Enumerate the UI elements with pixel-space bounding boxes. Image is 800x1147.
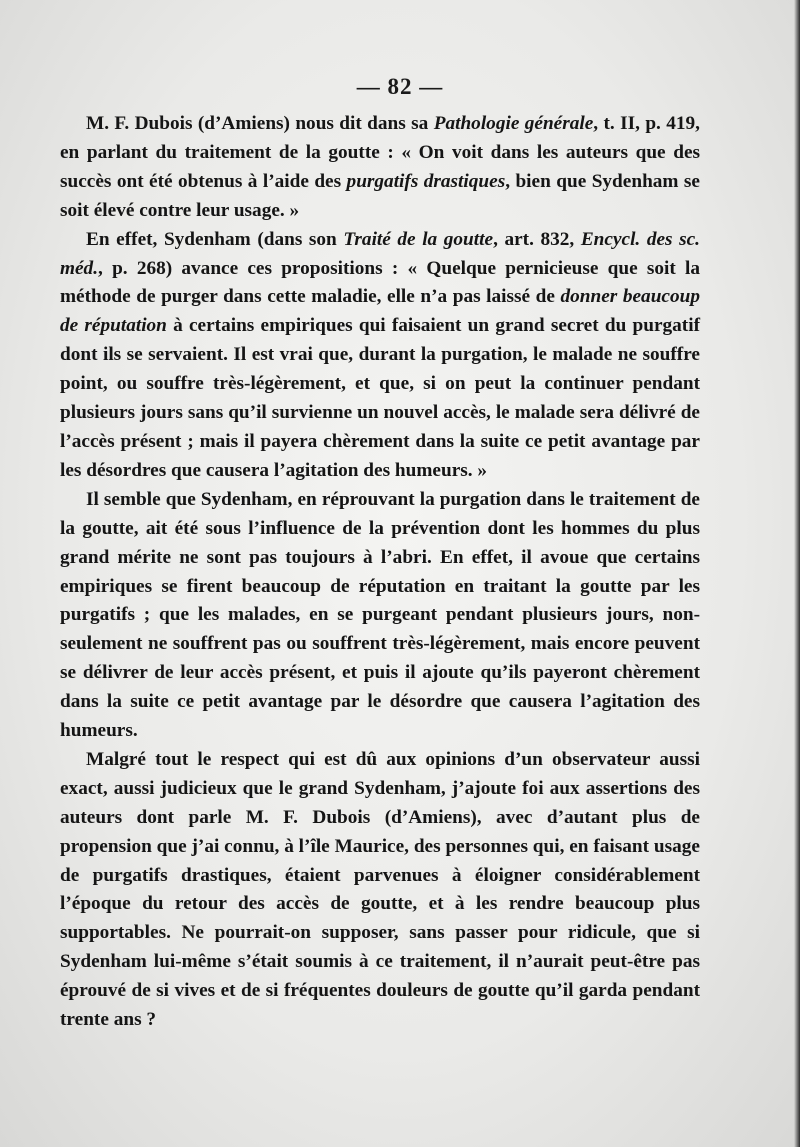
text-segment: , t. II, p. 419, en parlant du traitement de la goutte : « On voit dans les auteurs que des succès ont été obtenus à l’aide des xyxy=(60,113,700,192)
text-segment: En effet, Sydenham (dans son xyxy=(86,228,344,250)
text-segment: Il semble que Sydenham, en réprouvant la purgation dans le traitement de la goutte, ait été sous l’influence de la prévention dont les hommes du plus grand mérite ne sont pas toujours à l’abri. En effet, il avoue que certains empiriques se firent beaucoup de réputation en traitant la goutte par les purgatifs ; que les malades, en se purgeant pendant plusieurs jours, non-seulement ne souffrent pas ou souffrent très-légèrement, mais encore peuvent se délivrer de leur accès présent, et puis il ajoute qu’ils payeront chèrement dans la suite ce petit avantage par le désordre que causera l’agitation des humeurs. xyxy=(60,488,700,742)
italic-title: Traité de la goutte xyxy=(343,228,494,250)
body-text xyxy=(60,110,700,1035)
page-edge-shadow xyxy=(794,0,800,1147)
paragraph xyxy=(60,486,700,746)
text-segment: M. F. Dubois (d’Amiens) nous dit dans sa xyxy=(86,113,434,134)
italic-reference: Encycl. des sc. méd. xyxy=(60,228,700,279)
text-segment: Malgré tout le respect qui est dû aux opinions d’un observateur aussi exact, aussi judicieux que le grand Sydenham, j’ajoute foi aux assertions des auteurs dont parle M. F. Dubois (d’Amiens), avec d’autant plus de propension que j’ai connu, à l’île Maurice, des personnes qui, en faisant usage de purgatifs drastiques, étaient parvenues à éloigner considérablement l’époque du retour des accès de goutte, et à les rendre beaucoup plus supportables. Ne pourrait-on supposer, sans passer pour ridicule, que si Sydenham lui-même s’était soumis à ce traitement, il n’aurait peut-être pas éprouvé de si vives et de si fréquentes douleurs de goutte qu’il garda pendant trente ans ? xyxy=(60,748,700,1031)
italic-phrase: purgatifs drastiques xyxy=(346,170,506,192)
text-segment: , bien que Sydenham se soit élevé contre leur usage. » xyxy=(60,170,700,221)
paragraph xyxy=(60,226,700,486)
text-segment: à certains empiriques qui faisaient un grand secret du purgatif dont ils se servaient. Il est vrai que, durant la purgation, le malade ne souffre point, ou souffre très-légèrement, et que, si on peut la continuer pendant plusieurs jours sans qu’il survienne un nouvel accès, le malade sera délivré de l’accès présent ; mais il payera chèrement dans la suite ce petit avantage par les désordres que causera l’agitation des humeurs. » xyxy=(60,315,700,481)
italic-phrase: donner beaucoup de réputation xyxy=(60,286,700,337)
text-segment: , p. 268) avance ces propositions : « Quelque pernicieuse que soit la méthode de purger dans cette maladie, elle n’a pas laissé de xyxy=(60,257,700,308)
paragraph xyxy=(60,110,700,226)
italic-title: Pathologie générale xyxy=(433,113,594,134)
text-segment: , art. 832, xyxy=(493,228,581,250)
page-number: — 82 — xyxy=(356,74,444,99)
paragraph xyxy=(60,746,700,1035)
